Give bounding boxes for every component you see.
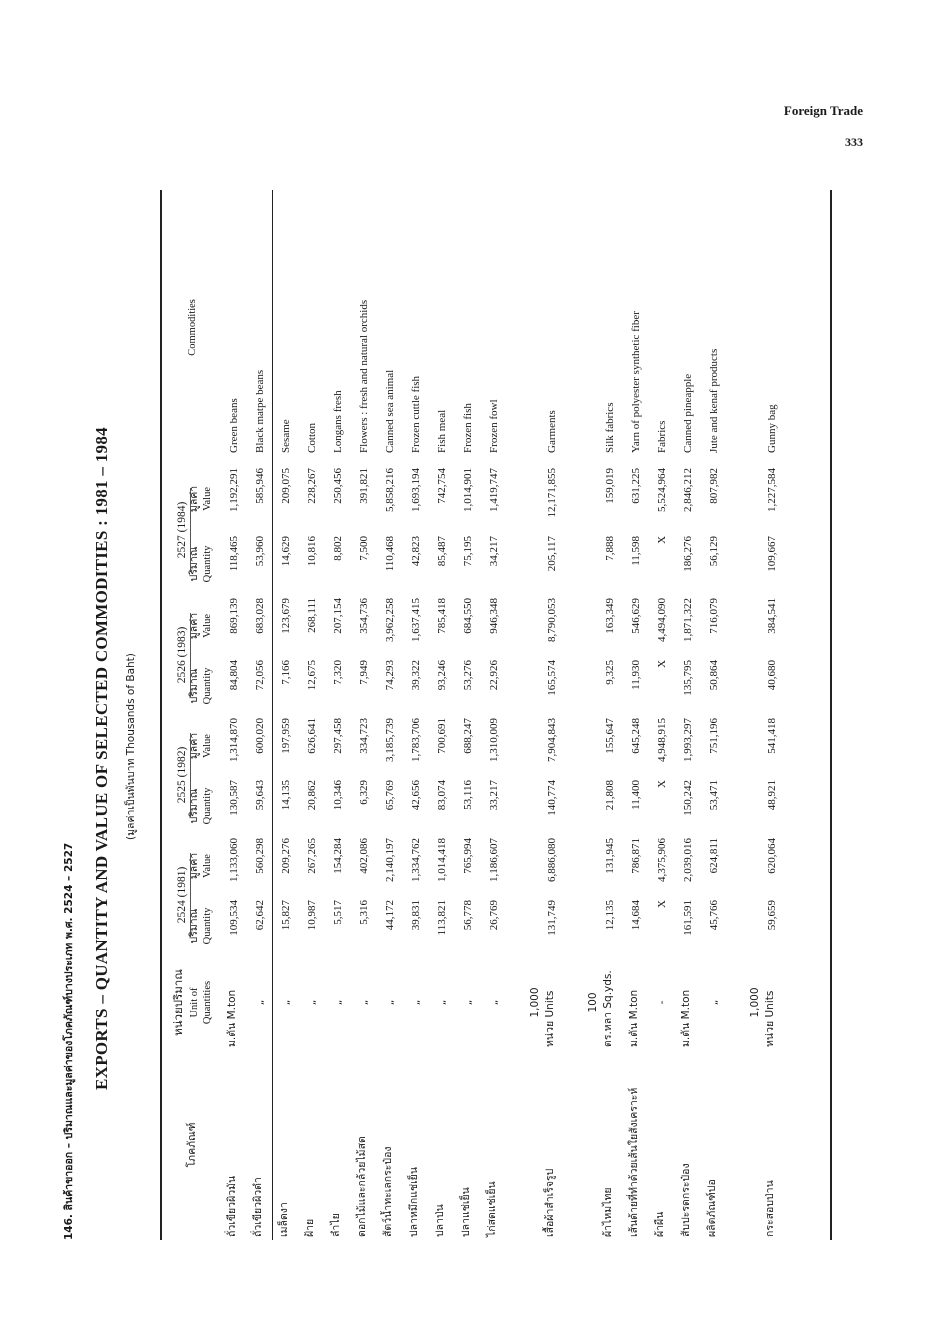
header-val: มูลค่า Value bbox=[188, 852, 213, 880]
quantity-cell: 59,659 bbox=[766, 900, 778, 931]
value-cell: 297,458 bbox=[332, 717, 344, 754]
unit-of-quantity bbox=[370, 955, 396, 1050]
quantity-cell: 53,960 bbox=[254, 535, 266, 567]
unit-of-quantity bbox=[576, 955, 616, 1050]
quantity-cell: 7,888 bbox=[604, 535, 616, 561]
quantity-cell: 42,656 bbox=[410, 779, 422, 811]
quantity-cell: 50,864 bbox=[708, 659, 720, 691]
value-cell: 5,524,964 bbox=[656, 467, 668, 512]
quantity-cell: 7,500 bbox=[358, 535, 370, 561]
unit-label: - bbox=[656, 1000, 668, 1005]
value-cell: 2,846,212 bbox=[682, 467, 694, 512]
quantity-cell: 7,949 bbox=[358, 659, 370, 685]
quantity-cell: 26,769 bbox=[488, 900, 500, 931]
spacer-row bbox=[720, 190, 738, 1240]
quantity-cell: 6,329 bbox=[358, 779, 370, 805]
value-cell: 334,723 bbox=[358, 717, 370, 754]
quantity-cell: 7,320 bbox=[332, 659, 344, 685]
value-cell: 1,014,418 bbox=[436, 837, 448, 882]
commodity-thai: ปลาหมึกแช่เย็น bbox=[408, 1166, 420, 1237]
header-unit-thai: หน่วยปริมาณ bbox=[171, 969, 185, 1036]
unit-label: „ bbox=[708, 999, 720, 1006]
value-cell: 700,691 bbox=[436, 717, 448, 754]
quantity-cell: 118,465 bbox=[228, 535, 240, 572]
commodity-thai: สัตว์น้ำทะเลกระป๋อง bbox=[382, 1146, 394, 1237]
quantity-cell: 48,921 bbox=[766, 779, 778, 811]
unit-label: „ bbox=[332, 999, 344, 1006]
commodity-english: Frozen cuttle fish bbox=[410, 375, 422, 453]
quantity-cell: 33,217 bbox=[488, 779, 500, 811]
quantity-cell: 56,129 bbox=[708, 535, 720, 567]
value-cell: 624,811 bbox=[708, 837, 720, 874]
unit-label: ม.ตัน M.ton bbox=[628, 989, 640, 1047]
value-cell: 560,298 bbox=[254, 837, 266, 874]
commodity-english: Frozen fowl bbox=[488, 399, 500, 453]
commodity-thai: ผลิตภัณฑ์ปอ bbox=[706, 1179, 718, 1237]
quantity-cell: 53,276 bbox=[462, 659, 474, 691]
value-cell: 123,679 bbox=[280, 597, 292, 634]
value-cell: 807,982 bbox=[708, 467, 720, 504]
value-cell: 1,783,706 bbox=[410, 717, 422, 762]
quantity-cell: 5,316 bbox=[358, 900, 370, 925]
header-qty: ปริมาณ Quantity bbox=[188, 667, 213, 705]
quantity-cell: 109,667 bbox=[766, 535, 778, 572]
commodity-english: Gunny bag bbox=[766, 404, 778, 453]
unit-label: ม.ตัน M.ton bbox=[226, 989, 238, 1047]
unit-of-quantity bbox=[240, 955, 266, 1050]
quantity-cell: 62,642 bbox=[254, 900, 266, 931]
value-cell: 4,948,915 bbox=[656, 717, 668, 762]
rotated-table-page bbox=[60, 190, 860, 1240]
table-row bbox=[318, 190, 344, 1240]
value-cell: 1,693,194 bbox=[410, 467, 422, 512]
value-cell: 1,192,291 bbox=[228, 467, 240, 512]
quantity-cell: 85,487 bbox=[436, 535, 448, 567]
header-year-1981: 2524 (1981) bbox=[170, 835, 188, 955]
value-cell: 131,945 bbox=[604, 837, 616, 874]
quantity-cell: X bbox=[656, 659, 668, 668]
unit-of-quantity bbox=[518, 955, 558, 1050]
value-cell: 946,348 bbox=[488, 597, 500, 634]
commodity-thai: ผ้าไหมไทย bbox=[602, 1187, 614, 1237]
quantity-cell: 12,135 bbox=[604, 900, 616, 931]
value-cell: 541,418 bbox=[766, 717, 778, 754]
unit-label: „ bbox=[436, 999, 448, 1006]
value-cell: 1,993,297 bbox=[682, 717, 694, 762]
quantity-cell: 14,629 bbox=[280, 535, 292, 567]
table-row bbox=[576, 190, 616, 1240]
value-cell: 6,886,080 bbox=[546, 837, 558, 882]
value-cell: 600,020 bbox=[254, 717, 266, 754]
value-cell: 197,959 bbox=[280, 717, 292, 754]
commodity-english: Green beans bbox=[228, 398, 240, 453]
unit-of-quantity bbox=[448, 955, 474, 1050]
value-cell: 688,247 bbox=[462, 717, 474, 754]
quantity-cell: 74,293 bbox=[384, 659, 396, 691]
commodity-thai: ลำไย bbox=[330, 1213, 342, 1237]
commodity-thai: ไก่สดแช่เย็น bbox=[486, 1181, 498, 1237]
header-year-1984: 2527 (1984) bbox=[170, 465, 188, 595]
unit-multiplier: 100 bbox=[587, 992, 599, 1013]
quantity-cell: 150,242 bbox=[682, 779, 694, 816]
unit-of-quantity bbox=[616, 955, 642, 1050]
commodity-english: Canned pineapple bbox=[682, 373, 694, 453]
quantity-cell: 109,534 bbox=[228, 900, 240, 936]
quantity-cell: 40,680 bbox=[766, 659, 778, 691]
unit-label: ตร.หลา Sq.yds. bbox=[602, 970, 614, 1047]
quantity-cell: 110,468 bbox=[384, 535, 396, 572]
unit-multiplier: 1,000 bbox=[529, 987, 541, 1018]
quantity-cell: 34,217 bbox=[488, 535, 500, 567]
table-row bbox=[738, 190, 778, 1240]
value-cell: 751,196 bbox=[708, 717, 720, 754]
quantity-cell: 44,172 bbox=[384, 900, 396, 931]
value-cell: 1,314,870 bbox=[228, 717, 240, 762]
commodity-thai: ดอกไม้และกล้วยไม้สด bbox=[356, 1136, 368, 1237]
table-row bbox=[694, 190, 720, 1240]
value-cell: 1,227,584 bbox=[766, 467, 778, 512]
unit-of-quantity bbox=[642, 955, 668, 1050]
value-cell: 785,418 bbox=[436, 597, 448, 634]
value-cell: 631,225 bbox=[630, 467, 642, 504]
unit-label: „ bbox=[410, 999, 422, 1006]
quantity-cell: 130,587 bbox=[228, 779, 240, 816]
quantity-cell: 53,116 bbox=[462, 779, 474, 810]
quantity-cell: 135,795 bbox=[682, 659, 694, 696]
quantity-cell: 7,166 bbox=[280, 659, 292, 685]
value-cell: 207,154 bbox=[332, 597, 344, 634]
quantity-cell: 165,574 bbox=[546, 659, 558, 696]
value-cell: 268,111 bbox=[306, 597, 318, 633]
value-cell: 209,276 bbox=[280, 837, 292, 874]
value-cell: 267,265 bbox=[306, 837, 318, 874]
value-cell: 384,541 bbox=[766, 597, 778, 634]
unit-of-quantity bbox=[738, 955, 778, 1050]
value-cell: 716,079 bbox=[708, 597, 720, 634]
table-subtitle: (มูลค่าเป็นพันบาท Thousands of Baht) bbox=[125, 653, 137, 840]
commodity-thai: เส้นด้ายที่ทำด้วยเส้นใยสังเคราะห์ bbox=[628, 1087, 640, 1237]
quantity-cell: 56,778 bbox=[462, 900, 474, 931]
table-row bbox=[518, 190, 558, 1240]
value-cell: 786,871 bbox=[630, 837, 642, 874]
table-body bbox=[214, 190, 778, 1240]
commodity-english: Jute and kenaf products bbox=[708, 348, 720, 453]
value-cell: 8,790,053 bbox=[546, 597, 558, 642]
header-year-1983: 2526 (1983) bbox=[170, 595, 188, 715]
unit-label: „ bbox=[254, 999, 266, 1006]
title-thai: 146. สินค้าขาออก – ปริมาณและมูลค่าของโภคภัณฑ์บางประเภท พ.ศ. 2524 – 2527 bbox=[63, 842, 75, 1240]
header-val: มูลค่า Value bbox=[188, 732, 213, 760]
unit-of-quantity bbox=[344, 955, 370, 1050]
quantity-cell: 83,074 bbox=[436, 779, 448, 811]
quantity-cell: X bbox=[656, 779, 668, 788]
value-cell: 742,754 bbox=[436, 467, 448, 504]
commodity-english: Canned sea animal bbox=[384, 369, 396, 453]
unit-of-quantity bbox=[396, 955, 422, 1050]
quantity-cell: 72,056 bbox=[254, 659, 266, 691]
quantity-cell: 11,598 bbox=[630, 535, 642, 566]
commodity-english: Yarn of polyester synthetic fiber bbox=[630, 311, 642, 453]
commodity-english: Cotton bbox=[306, 422, 318, 453]
commodity-english: Silk fabrics bbox=[604, 402, 616, 453]
quantity-cell: 75,195 bbox=[462, 535, 474, 567]
commodity-thai: สับปะรดกระป๋อง bbox=[680, 1163, 692, 1237]
header-commodity-thai: โภคภัณฑ์ bbox=[185, 1122, 198, 1168]
unit-label: ม.ตัน M.ton bbox=[680, 989, 692, 1047]
quantity-cell: 14,135 bbox=[280, 779, 292, 811]
header-val: มูลค่า Value bbox=[188, 485, 213, 513]
table-row bbox=[344, 190, 370, 1240]
quantity-cell: 8,802 bbox=[332, 535, 344, 561]
table-row bbox=[240, 190, 266, 1240]
commodity-thai: ปลาแช่เย็น bbox=[460, 1187, 472, 1237]
commodity-thai: เมล็ดงา bbox=[278, 1202, 290, 1237]
value-cell: 1,419,747 bbox=[488, 467, 500, 512]
value-cell: 12,171,855 bbox=[546, 467, 558, 518]
quantity-cell: 186,276 bbox=[682, 535, 694, 572]
value-cell: 2,140,197 bbox=[384, 837, 396, 882]
quantity-cell: 140,774 bbox=[546, 779, 558, 816]
quantity-cell: X bbox=[656, 900, 668, 908]
header-qty: ปริมาณ Quantity bbox=[188, 545, 213, 583]
commodity-english: Black matpe beans bbox=[254, 369, 266, 453]
spacer-row bbox=[558, 190, 576, 1240]
quantity-cell: 84,804 bbox=[228, 659, 240, 691]
quantity-cell: 42,823 bbox=[410, 535, 422, 567]
unit-multiplier: 1,000 bbox=[749, 987, 761, 1018]
unit-of-quantity bbox=[668, 955, 694, 1050]
value-cell: 546,629 bbox=[630, 597, 642, 634]
unit-label: „ bbox=[384, 999, 396, 1006]
top-rule bbox=[160, 190, 162, 1240]
value-cell: 645,248 bbox=[630, 717, 642, 754]
value-cell: 155,647 bbox=[604, 717, 616, 754]
header-year-1982: 2525 (1982) bbox=[170, 715, 188, 835]
page-number: 333 bbox=[845, 135, 863, 149]
quantity-cell: 65,769 bbox=[384, 779, 396, 811]
value-cell: 1,334,762 bbox=[410, 837, 422, 882]
header-commodities-en: Commodities bbox=[186, 299, 198, 356]
commodity-english: Longans fresh bbox=[332, 390, 344, 453]
unit-of-quantity bbox=[292, 955, 318, 1050]
quantity-cell: 11,930 bbox=[630, 659, 642, 690]
title-english: EXPORTS – QUANTITY AND VALUE OF SELECTED COMMODITIES : 1981 – 1984 bbox=[92, 427, 111, 1090]
quantity-cell: 39,831 bbox=[410, 900, 422, 931]
quantity-cell: 9,325 bbox=[604, 659, 616, 685]
commodity-thai: กระสอบป่าน bbox=[764, 1180, 776, 1237]
value-cell: 585,946 bbox=[254, 467, 266, 504]
unit-of-quantity bbox=[318, 955, 344, 1050]
header-unit-en: Unit of Quantities bbox=[189, 980, 213, 1025]
table-row bbox=[668, 190, 694, 1240]
quantity-cell: 45,766 bbox=[708, 900, 720, 931]
header-qty: ปริมาณ Quantity bbox=[188, 787, 213, 825]
table-row bbox=[448, 190, 474, 1240]
commodity-english: Frozen fish bbox=[462, 403, 474, 453]
quantity-cell: 22,926 bbox=[488, 659, 500, 691]
quantity-cell: X bbox=[656, 535, 668, 544]
quantity-cell: 14,684 bbox=[630, 900, 642, 931]
value-cell: 228,267 bbox=[306, 467, 318, 504]
header-qty: ปริมาณ Quantity bbox=[188, 907, 213, 945]
value-cell: 684,550 bbox=[462, 597, 474, 634]
bottom-rule bbox=[830, 190, 832, 1240]
value-cell: 5,858,216 bbox=[384, 467, 396, 512]
table-row bbox=[214, 190, 240, 1240]
table-row bbox=[266, 190, 292, 1240]
exports-table bbox=[170, 190, 778, 1240]
value-cell: 1,871,322 bbox=[682, 597, 694, 642]
value-cell: 154,284 bbox=[332, 837, 344, 874]
value-cell: 4,494,090 bbox=[656, 597, 668, 642]
value-cell: 3,962,258 bbox=[384, 597, 396, 642]
table-row bbox=[292, 190, 318, 1240]
unit-of-quantity bbox=[422, 955, 448, 1050]
value-cell: 2,039,016 bbox=[682, 837, 694, 882]
value-cell: 3,185,739 bbox=[384, 717, 396, 762]
value-cell: 765,994 bbox=[462, 837, 474, 874]
commodity-english: Sesame bbox=[280, 419, 292, 453]
quantity-cell: 11,400 bbox=[630, 779, 642, 810]
value-cell: 1,014,901 bbox=[462, 467, 474, 512]
unit-label: „ bbox=[306, 999, 318, 1006]
commodity-english: Fish meal bbox=[436, 409, 448, 453]
quantity-cell: 15,827 bbox=[280, 900, 292, 931]
quantity-cell: 21,808 bbox=[604, 779, 616, 811]
commodity-thai: ปลาป่น bbox=[434, 1204, 446, 1237]
commodity-thai: ฝ้าย bbox=[304, 1218, 316, 1237]
unit-label: „ bbox=[462, 999, 474, 1006]
table-row bbox=[370, 190, 396, 1240]
quantity-cell: 10,816 bbox=[306, 535, 318, 567]
unit-label: หน่วย Units bbox=[764, 990, 776, 1047]
quantity-cell: 12,675 bbox=[306, 659, 318, 691]
commodity-thai: ผ้าผืน bbox=[654, 1211, 666, 1237]
table-row bbox=[422, 190, 448, 1240]
quantity-cell: 39,322 bbox=[410, 659, 422, 691]
commodity-english: Fabrics bbox=[656, 420, 668, 453]
quantity-cell: 205,117 bbox=[546, 535, 558, 572]
quantity-cell: 59,643 bbox=[254, 779, 266, 811]
quantity-cell: 161,591 bbox=[682, 900, 694, 936]
quantity-cell: 53,471 bbox=[708, 779, 720, 811]
unit-of-quantity bbox=[474, 955, 500, 1050]
quantity-cell: 93,246 bbox=[436, 659, 448, 691]
commodity-english: Garments bbox=[546, 410, 558, 453]
running-head: Foreign Trade bbox=[783, 103, 863, 118]
table-row bbox=[396, 190, 422, 1240]
table-row bbox=[474, 190, 500, 1240]
value-cell: 1,637,415 bbox=[410, 597, 422, 642]
unit-label: หน่วย Units bbox=[544, 990, 556, 1047]
value-cell: 7,904,843 bbox=[546, 717, 558, 762]
quantity-cell: 10,987 bbox=[306, 900, 318, 931]
unit-of-quantity bbox=[694, 955, 720, 1050]
unit-label: „ bbox=[488, 999, 500, 1006]
quantity-cell: 5,517 bbox=[332, 900, 344, 925]
quantity-cell: 113,821 bbox=[436, 900, 448, 936]
unit-label: „ bbox=[358, 999, 370, 1006]
table-row bbox=[642, 190, 668, 1240]
value-cell: 391,821 bbox=[358, 467, 370, 504]
value-cell: 869,139 bbox=[228, 597, 240, 634]
commodity-thai: ถั่วเขียวผิวดำ bbox=[252, 1177, 264, 1237]
unit-of-quantity bbox=[266, 955, 292, 1050]
quantity-cell: 131,749 bbox=[546, 900, 558, 936]
value-cell: 1,310,009 bbox=[488, 717, 500, 762]
value-cell: 163,349 bbox=[604, 597, 616, 634]
value-cell: 1,186,607 bbox=[488, 837, 500, 882]
unit-of-quantity bbox=[214, 955, 240, 1050]
value-cell: 402,086 bbox=[358, 837, 370, 874]
header-val: มูลค่า Value bbox=[188, 612, 213, 640]
value-cell: 250,456 bbox=[332, 467, 344, 504]
unit-label: „ bbox=[280, 999, 292, 1006]
spacer-row bbox=[500, 190, 518, 1240]
value-cell: 1,133,060 bbox=[228, 837, 240, 882]
value-cell: 354,736 bbox=[358, 597, 370, 634]
quantity-cell: 20,862 bbox=[306, 779, 318, 811]
value-cell: 159,019 bbox=[604, 467, 616, 504]
value-cell: 683,028 bbox=[254, 597, 266, 634]
commodity-thai: เสื้อผ้าสำเร็จรูป bbox=[544, 1168, 556, 1237]
commodity-thai: ถั่วเขียวผิวมัน bbox=[226, 1175, 238, 1237]
commodity-english: Flowers : fresh and natural orchids bbox=[358, 299, 370, 453]
table-row bbox=[616, 190, 642, 1240]
value-cell: 626,641 bbox=[306, 717, 318, 754]
value-cell: 209,075 bbox=[280, 467, 292, 504]
value-cell: 4,375,906 bbox=[656, 837, 668, 882]
quantity-cell: 10,346 bbox=[332, 779, 344, 811]
value-cell: 620,064 bbox=[766, 837, 778, 874]
